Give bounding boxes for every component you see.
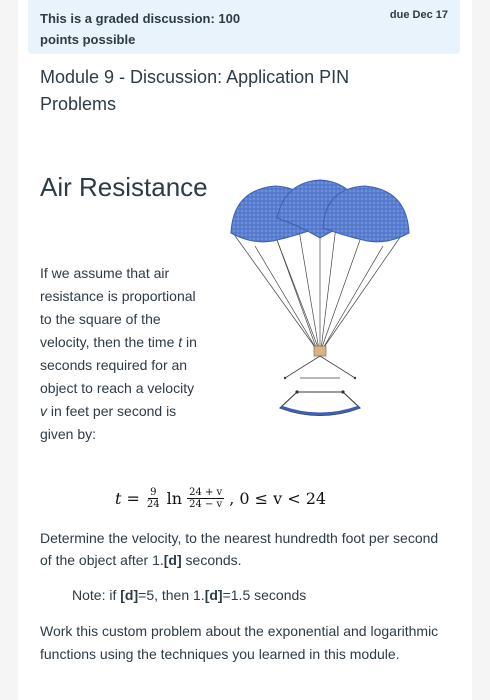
note-paragraph [72,584,452,606]
task-text-2: seconds. [181,552,242,568]
note-text-2: =5, then 1. [138,587,205,603]
task-text-1: Determine the velocity, to the nearest hundredth foot per second of the object after 1. [40,530,439,568]
intro-t-var: t [178,334,183,350]
closing-paragraph: Work this custom problem about the exponential and logarithmic functions using the techniques you learned in this module. [40,623,439,662]
intro-v-var: v [40,403,47,419]
formula-fraction [187,487,224,510]
coef-numerator: 9 [150,486,157,498]
page-title: Module 9 - Discussion: Application PIN Problems [40,67,350,114]
formula-domain: , 0 ≤ v < 24 [229,488,327,508]
formula-ln: ln [166,488,183,508]
note-d2: [d] [204,587,223,603]
intro-paragraph [40,262,200,446]
note-text-3: =1.5 seconds [222,587,307,603]
graded-label: This is a graded discussion: 100 [40,11,241,26]
due-date: due Dec 17 [389,9,448,21]
fraction-numerator: 24 + v [189,486,223,498]
note-d1: [d] [120,587,139,603]
intro-text-1: If we assume that air resistance is proportional to the square of the velocity, then the time [40,265,196,350]
graded-info [40,8,290,50]
points-label: points possible [40,32,136,47]
task-d-placeholder: [d] [163,552,182,568]
formula-lhs: t = [115,488,140,508]
intro-text-3: in feet per second is given by: [40,403,177,442]
note-text-1: Note: if [72,587,121,603]
coef-denominator: 24 [146,498,160,510]
section-heading: Air Resistance [40,172,208,202]
formula-coefficient [145,487,162,510]
parachute-illustration [225,178,415,418]
time-formula [115,478,326,518]
fraction-denominator: 24 − v [189,498,223,510]
task-paragraph [40,527,450,571]
intro-text-2: in seconds required for an object to reach a velocity [40,334,197,396]
